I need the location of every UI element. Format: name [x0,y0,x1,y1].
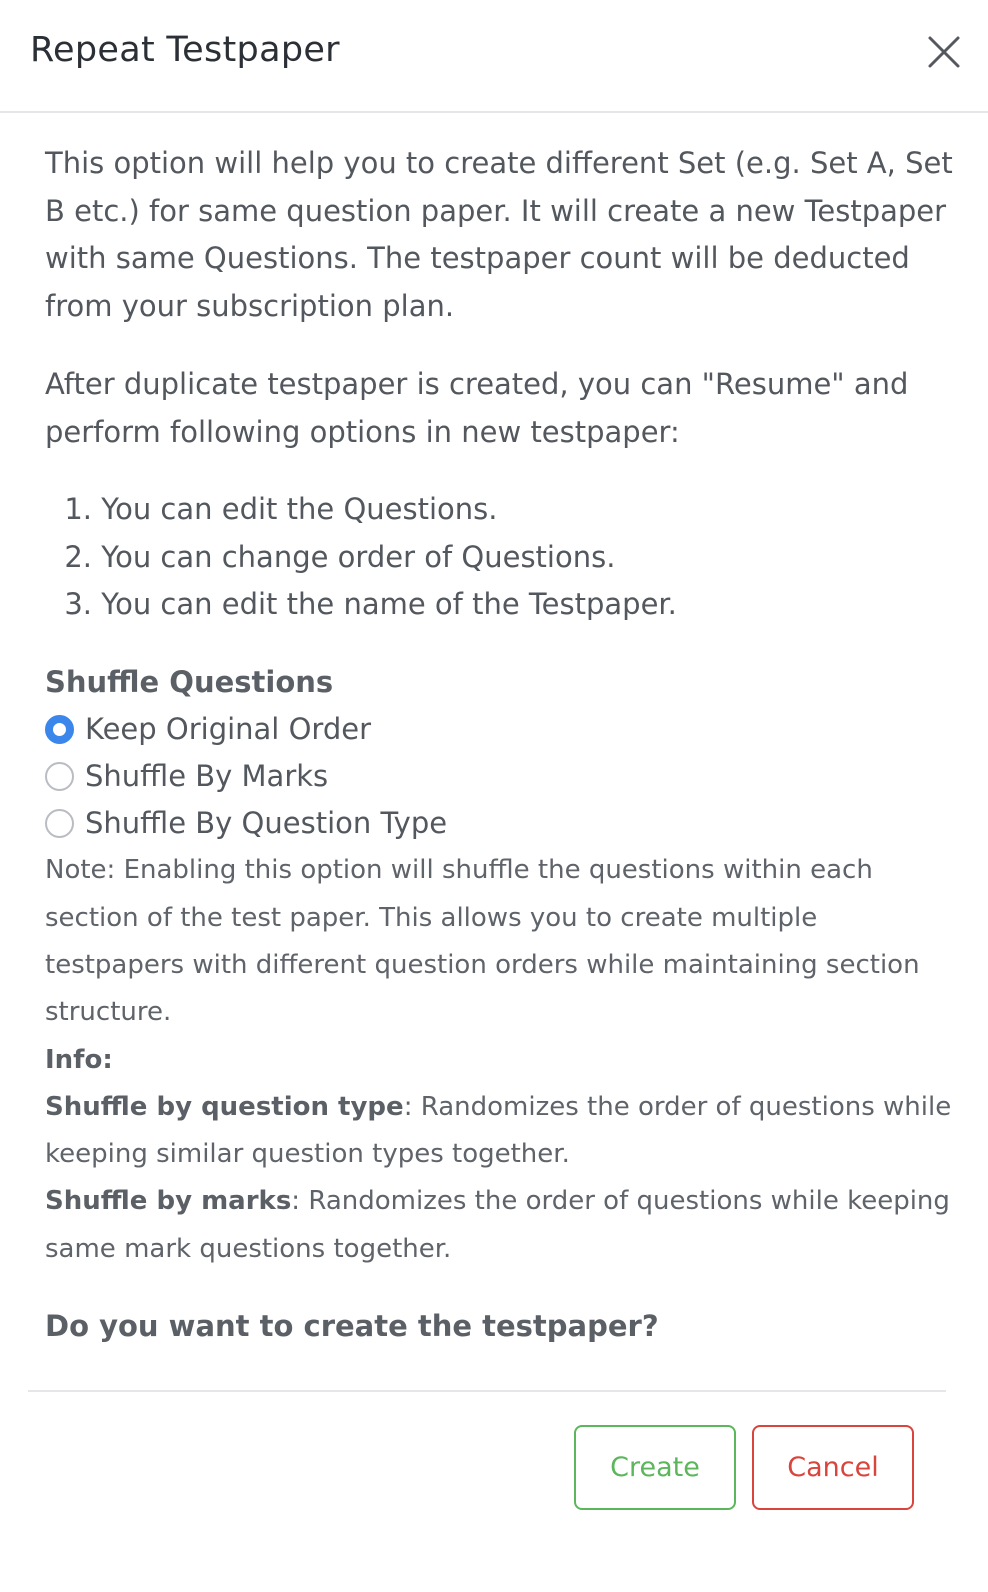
list-item-number: 1. [64,492,92,526]
info-question-type [45,1084,960,1179]
list-item-text [92,486,497,534]
list-item [45,534,960,582]
radio-checked-icon[interactable] [45,715,74,744]
radio-label[interactable]: Shuffle By Question Type [85,806,448,841]
list-item-text [92,581,677,629]
info-marks-title: Shuffle by marks [45,1186,292,1217]
radio-label[interactable]: Shuffle By Marks [85,758,329,793]
info-label [45,1037,960,1084]
intro-text: This option will help you to create different Set (e.g. Set A, Set B etc.) for same question paper. It will create a new Testpaper with same Questions. The testpaper count will be deducted from your subscription plan. [45,146,953,323]
dialog-body [45,140,960,1350]
radio-shuffle-by-marks[interactable] [45,753,960,800]
list-item-label: You can change order of Questions. [101,539,616,574]
create-button[interactable]: Create [574,1425,736,1510]
footer-divider [28,1390,946,1392]
dialog-header [0,0,988,113]
list-item [45,486,960,534]
radio-label[interactable]: Keep Original Order [85,711,371,746]
info-question-type-text: : Randomizes the order of questions while keeping similar question types together. [45,1091,952,1170]
list-item-number: 3. [64,587,92,621]
info-question-type-title: Shuffle by question type [45,1091,404,1122]
radio-keep-original-order[interactable] [45,706,960,753]
shuffle-note: Note: Enabling this option will shuffle the questions within each section of the test paper. This allows you to create multiple testpapers with different question orders while maintaining section structure. [45,855,920,1028]
info-heading: Info: [45,1044,113,1075]
radio-unchecked-icon[interactable] [45,762,74,791]
radio-unchecked-icon[interactable] [45,809,74,838]
shuffle-section-title: Shuffle Questions [45,664,334,699]
info-marks-text: : Randomizes the order of questions while keeping same mark questions together. [45,1186,950,1264]
list-item-label: You can edit the name of the Testpaper. [101,587,677,621]
list-item [45,581,960,629]
confirm-question: Do you want to create the testpaper? [45,1309,659,1344]
dialog-title: Repeat Testpaper [30,30,340,70]
info-marks [45,1178,960,1273]
after-text: After duplicate testpaper is created, you can "Resume" and perform following options in new testpaper: [45,367,909,449]
radio-shuffle-by-question-type[interactable] [45,800,960,847]
cancel-button[interactable]: Cancel [752,1425,914,1510]
steps-list [45,486,960,629]
close-icon[interactable] [922,30,966,74]
list-item-label: You can edit the Questions. [101,492,498,526]
list-item-number: 2. [64,539,92,574]
list-item-text [92,534,615,582]
